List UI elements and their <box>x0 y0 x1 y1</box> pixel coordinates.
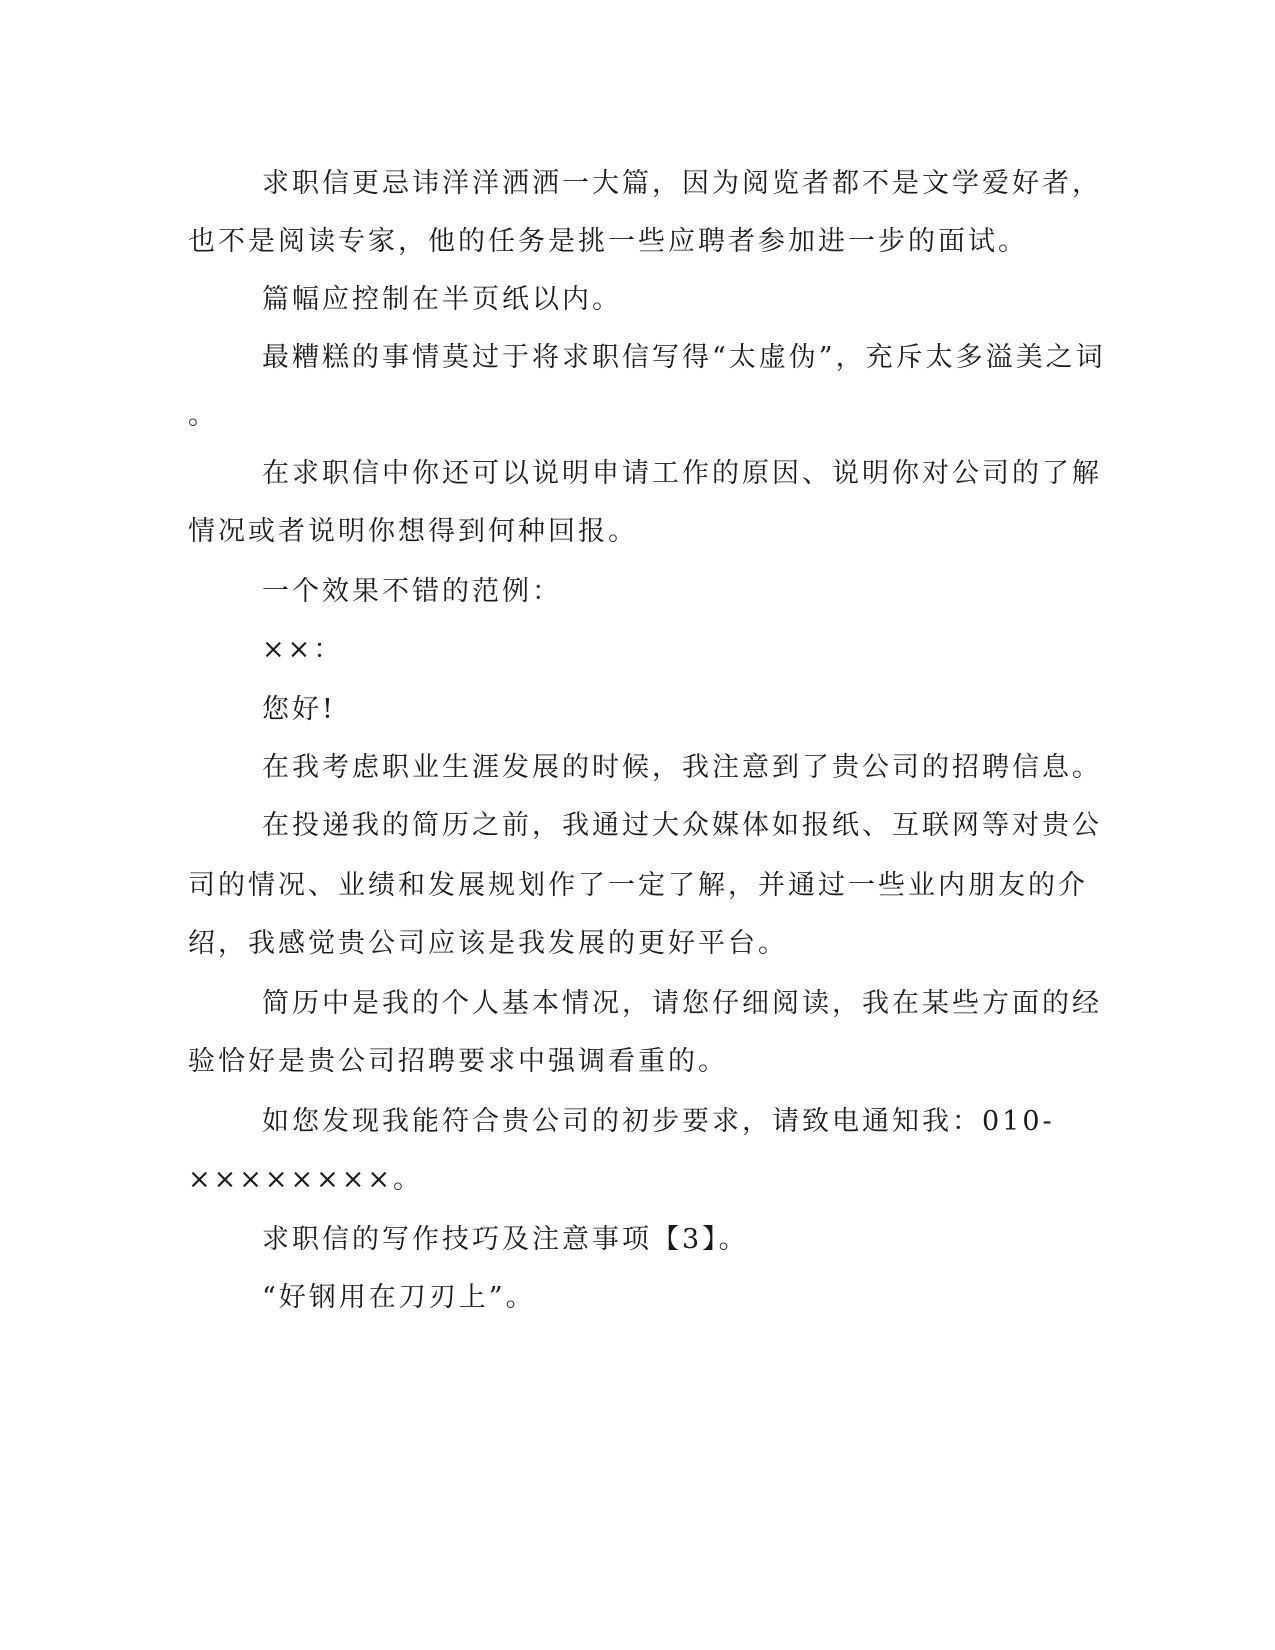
text-line: 绍，我感觉贵公司应该是我发展的更好平台。 <box>188 928 788 959</box>
section-heading-line: 求职信的写作技巧及注意事项【3】。 <box>262 1224 749 1255</box>
text-line: 在求职信中你还可以说明申请工作的原因、说明你对公司的了解 <box>262 458 1102 489</box>
text-line: 一个效果不错的范例： <box>262 576 562 607</box>
text-line: 在我考虑职业生涯发展的时候，我注意到了贵公司的招聘信息。 <box>262 752 1102 783</box>
text-line: 篇幅应控制在半页纸以内。 <box>262 284 622 315</box>
text-line: 验恰好是贵公司招聘要求中强调看重的。 <box>188 1046 728 1077</box>
text-line: 司的情况、业绩和发展规划作了一定了解，并通过一些业内朋友的介 <box>188 870 1088 901</box>
text-line: 在投递我的简历之前，我通过大众媒体如报纸、互联网等对贵公 <box>262 810 1102 841</box>
text-line: 也不是阅读专家，他的任务是挑一些应聘者参加进一步的面试。 <box>188 226 1028 257</box>
text-line: “好钢用在刀刃上”。 <box>262 1282 536 1313</box>
text-line: 最糟糕的事情莫过于将求职信写得“太虚伪”，充斥太多溢美之词 <box>262 342 1106 373</box>
text-line: ××××××××。 <box>188 1164 423 1195</box>
text-line: 求职信更忌讳洋洋洒洒一大篇，因为阅览者都不是文学爱好者， <box>262 168 1102 199</box>
text-line: 简历中是我的个人基本情况，请您仔细阅读，我在某些方面的经 <box>262 988 1102 1019</box>
greeting-line: 您好! <box>262 694 336 725</box>
text-line: 如您发现我能符合贵公司的初步要求，请致电通知我：010- <box>262 1106 1055 1137</box>
salutation-line: ××： <box>262 634 344 665</box>
text-line: 情况或者说明你想得到何种回报。 <box>188 516 638 547</box>
text-line: 。 <box>188 400 218 431</box>
